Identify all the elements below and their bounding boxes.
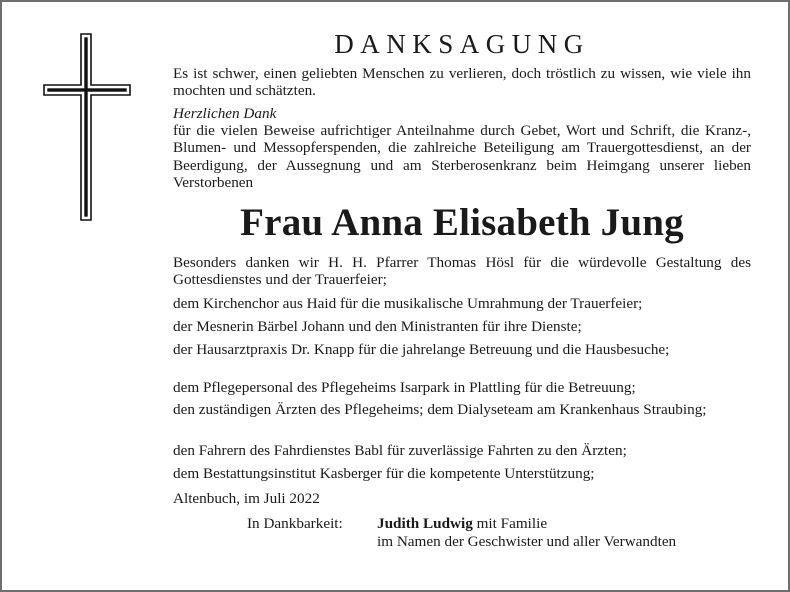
- special-thanks-item: der Hausarztpraxis Dr. Knapp für die jahrelange Betreuung und die Hausbesuche;: [173, 341, 670, 358]
- signoff-names: [377, 515, 676, 551]
- special-thanks-item: dem Pflegepersonal des Pflegeheims Isarpark in Plattling für die Betreuung;: [173, 379, 636, 396]
- special-thanks-item: der Mesnerin Bärbel Johann und den Ministranten für ihre Dienste;: [173, 318, 582, 335]
- special-thanks-item: dem Kirchenchor aus Haid für die musikalische Umrahmung der Trauerfeier;: [173, 295, 643, 312]
- intro-text: Es ist schwer, einen geliebten Menschen zu verlieren, doch tröstlich zu wissen, wie viele ihn mochten und schätzten.: [173, 65, 751, 100]
- signoff-label: In Dankbarkeit:: [247, 515, 343, 532]
- special-thanks-item: den zuständigen Ärzten des Pflegeheims; dem Dialyseteam am Krankenhaus Straubing;: [173, 401, 707, 418]
- signoff-second-line: im Namen der Geschwister und aller Verwandten: [377, 533, 677, 550]
- signoff-primary-name: Judith Ludwig: [377, 515, 473, 532]
- thanks-body: für die vielen Beweise aufrichtiger Anteilnahme durch Gebet, Wort und Schrift, die Kranz-, Blumen- und Messopferspenden, die zahlreiche Beteiligung am Trauergottesdienst, an der Beerdigung, der Aussegnung und am Sterberosenkranz beim Heimgang unserer lieben Verstorbenen: [173, 122, 751, 191]
- thanks-title: Herzlichen Dank: [173, 105, 277, 122]
- deceased-name: Frau Anna Elisabeth Jung: [240, 201, 684, 244]
- notice-heading: DANKSAGUNG: [334, 29, 590, 59]
- special-thanks-item: dem Bestattungsinstitut Kasberger für die kompetente Unterstützung;: [173, 465, 595, 482]
- special-thanks-item: Besonders danken wir H. H. Pfarrer Thomas Hösl für die würdevolle Gestaltung des Gottesdienstes und der Trauerfeier;: [173, 254, 751, 289]
- place-date: Altenbuch, im Juli 2022: [173, 490, 320, 507]
- signoff-primary-suffix: mit Familie: [472, 515, 548, 532]
- cross-icon: [42, 32, 132, 222]
- signoff-primary: [377, 515, 676, 533]
- special-thanks-item: den Fahrern des Fahrdienstes Babl für zuverlässige Fahrten zu den Ärzten;: [173, 442, 627, 459]
